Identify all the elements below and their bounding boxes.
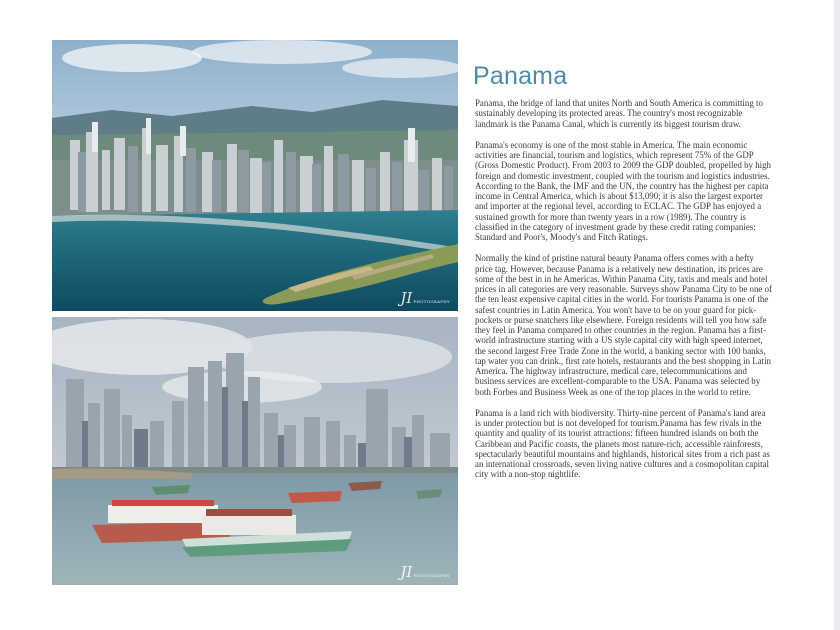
paragraph-value-safety: Normally the kind of pristine natural beauty Panama offers comes with a hefty price tag. However, because Panama is a relatively new destination, its prices are some of the best in in he Americas. Within Panama City, taxis and meals and hotel prices in all categories are very reasonable. Surveys show Panama City to be one of the ten least expensive capital cities in the world. For tourists Panama is one of the safest countries in Latin America. You won't have to be on your guard for pick-pockets or purse snatchers like elsewhere. Foreign residents will tell you how safe they feel in Panama compared to other countries in the region. Panama has a first-world infrastructure starting with a US style capital city with high speed internet, the second largest Free Trade Zone in the world, a banking sector with 100 banks, tap water you can drink., first rate hotels, restaurants and the best shopping in Latin America. The highway infrastructure, medical care, telecommunications and business services are excellent-comparable to the USA. Panama was selected by both Forbes and Business Week as one of the top places in the world to retire. bbox=[475, 253, 772, 397]
page-title: Panama bbox=[473, 62, 568, 90]
photo-watermark-logo: JIPHOTOGRAPHY bbox=[400, 289, 450, 307]
harbor-boats-photo bbox=[52, 317, 458, 585]
aerial-skyline-photo bbox=[52, 40, 458, 311]
page-edge-strip bbox=[834, 0, 840, 630]
paragraph-biodiversity: Panama is a land rich with biodiversity. Thirty-nine percent of Panama's land area is under protection but is not developed for tourism.Panama has few rivals in the quantity and quality of its tourist attractions: fifteen hundred islands on both the Caribbean and Pacific coasts, the planets most nature-rich, accessible rainforests, spectacularly beautiful mountains and highlands, historical sites from a rich past as an international crossroads, seven living native cultures and a cosmopolitan capital city with a non-stop nightlife. bbox=[475, 407, 770, 480]
aerial-skyline-illustration bbox=[52, 40, 458, 311]
harbor-boats-illustration bbox=[52, 317, 458, 585]
paragraph-intro: Panama, the bridge of land that unites North and South America is committing to sustainably developing its protected areas. The country's most recognizable landmark is the Panama Canal, which is currently its biggest tourism draw. bbox=[475, 98, 763, 129]
photo-watermark-logo: JIPHOTOGRAPHY bbox=[400, 563, 450, 581]
article-body bbox=[475, 98, 773, 491]
paragraph-economy: Panama's economy is one of the most stable in America. The main economic activities are financial, tourism and logistics, which represent 75% of the GDP (Gross Domestic Product). From 2003 to 2009 the GDP doubled, propelled by high foreign and domestic investment, coupled with the tourism and logistics industries. According to the Bank, the IMF and the UN, the country has the highest per capita income in Central America, which is about $13,090; it is also the largest exporter and importer at the regional level, according to ECLAC. The GDP has enjoyed a sustained growth for more than twenty years in a row (1989). The country is classified in the category of investment grade by these credit rating companies: Standard and Poor's, Moody's and Fitch Ratings. bbox=[475, 139, 771, 242]
